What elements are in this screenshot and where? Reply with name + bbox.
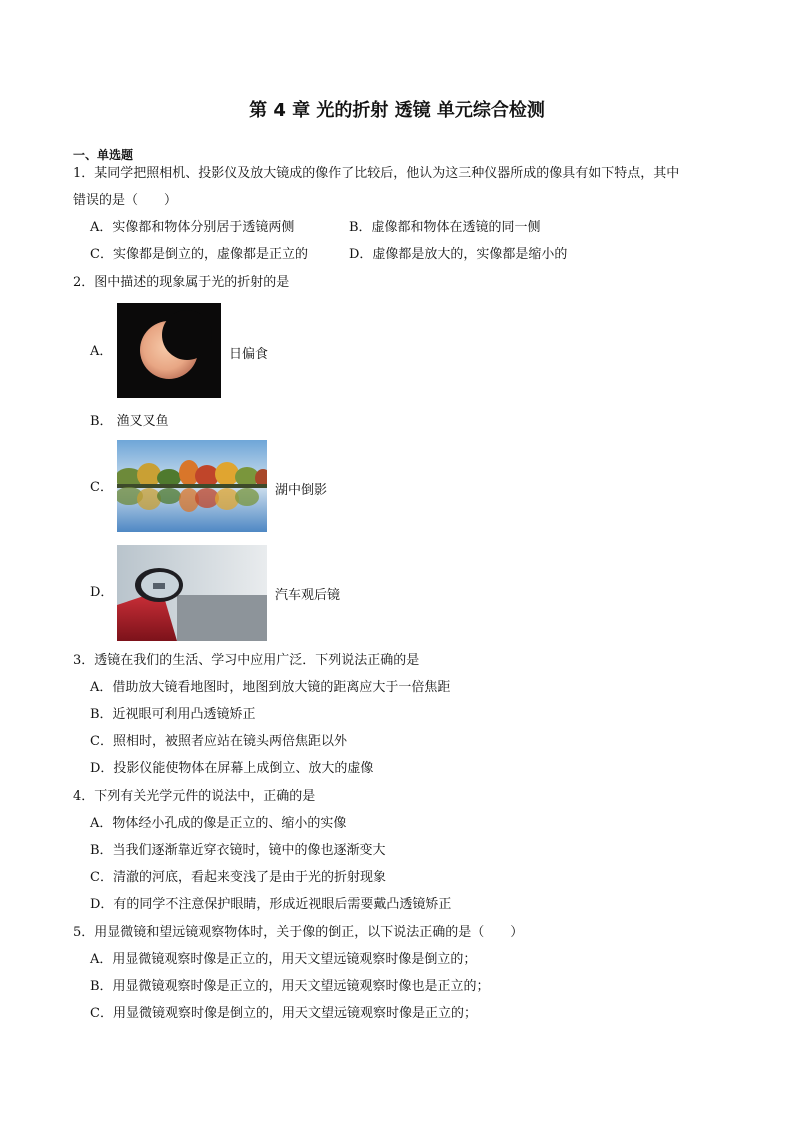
q1-option-d: D．虚像都是放大的，实像都是缩小的 <box>349 247 568 262</box>
q4-option-d: D．有的同学不注意保护眼睛，形成近视眼后需要戴凸透镜矫正 <box>90 897 452 912</box>
page-title: 第 4 章 光的折射 透镜 单元综合检测 <box>249 100 545 121</box>
q4-option-a: A．物体经小孔成的像是正立的、缩小的实像 <box>90 816 347 831</box>
q2-option-c-text: 湖中倒影 <box>275 483 328 498</box>
q1-option-a: A．实像都和物体分别居于透镜两侧 <box>90 220 295 235</box>
q3-option-a: A．借助放大镜看地图时，地图到放大镜的距离应大于一倍焦距 <box>90 680 451 695</box>
q1-stem-line1: 1．某同学把照相机、投影仪及放大镜成的像作了比较后，他认为这三种仪器所成的像具有如下特点，其中 <box>73 166 680 181</box>
q3-option-c: C．照相时，被照者应站在镜头两倍焦距以外 <box>90 734 347 749</box>
lake-reflection-image <box>117 440 267 532</box>
q2-option-d-text: 汽车观后镜 <box>275 588 341 603</box>
car-mirror-image <box>117 545 267 641</box>
q2-option-a-letter: A． <box>90 344 113 359</box>
q4-stem: 4．下列有关光学元件的说法中，正确的是 <box>73 789 316 804</box>
q2-option-b: B． 渔叉叉鱼 <box>90 414 169 429</box>
q1-option-b: B．虚像都和物体在透镜的同一侧 <box>349 220 541 235</box>
q2-option-a-text: 日偏食 <box>229 347 269 362</box>
q3-stem: 3．透镜在我们的生活、学习中应用广泛．下列说法正确的是 <box>73 653 420 668</box>
q1-option-c: C．实像都是倒立的，虚像都是正立的 <box>90 247 308 262</box>
section-heading: 一、单选题 <box>73 148 134 162</box>
q5-option-a: A．用显微镜观察时像是正立的，用天文望远镜观察时像是倒立的； <box>90 952 477 967</box>
q5-option-c: C．用显微镜观察时像是倒立的，用天文望远镜观察时像是正立的； <box>90 1006 477 1021</box>
q3-option-d: D．投影仪能使物体在屏幕上成倒立、放大的虚像 <box>90 761 374 776</box>
solar-eclipse-image <box>117 303 221 398</box>
q2-option-c-letter: C． <box>90 480 113 495</box>
q2-stem: 2．图中描述的现象属于光的折射的是 <box>73 275 290 290</box>
q3-option-b: B．近视眼可利用凸透镜矫正 <box>90 707 256 722</box>
q5-stem: 5．用显微镜和望远镜观察物体时，关于像的倒正，以下说法正确的是（ ） <box>73 925 524 940</box>
q1-stem-line2: 错误的是（ ） <box>73 193 178 208</box>
q4-option-b: B．当我们逐渐靠近穿衣镜时，镜中的像也逐渐变大 <box>90 843 386 858</box>
q2-option-d-letter: D． <box>90 585 114 600</box>
q5-option-b: B．用显微镜观察时像是正立的，用天文望远镜观察时像也是正立的； <box>90 979 490 994</box>
q4-option-c: C．清澈的河底，看起来变浅了是由于光的折射现象 <box>90 870 386 885</box>
